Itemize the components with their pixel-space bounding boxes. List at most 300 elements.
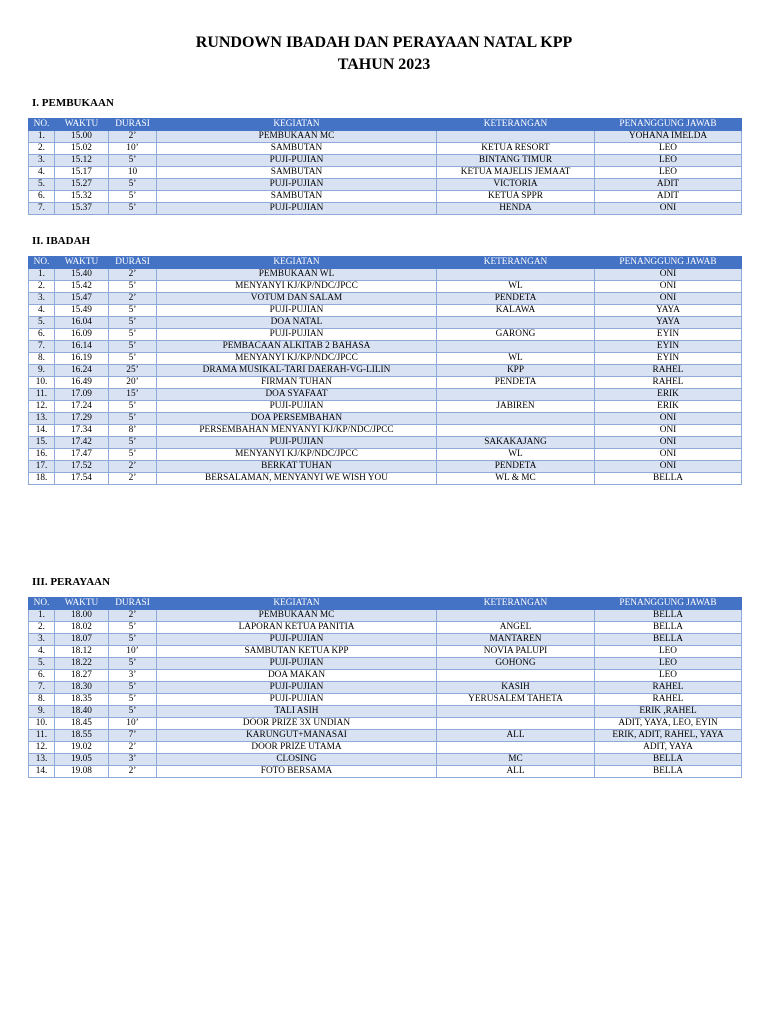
cell-keterangan: PENDETA — [437, 293, 595, 305]
cell-no: 9. — [29, 706, 55, 718]
cell-durasi: 5’ — [109, 706, 157, 718]
cell-penanggung-jawab: RAHEL — [595, 365, 742, 377]
cell-durasi: 5’ — [109, 281, 157, 293]
cell-durasi: 8’ — [109, 425, 157, 437]
cell-waktu: 18.00 — [55, 610, 109, 622]
cell-kegiatan: DOA SYAFAAT — [157, 389, 437, 401]
header-waktu: WAKTU — [55, 598, 109, 610]
table-row — [29, 203, 742, 215]
cell-durasi: 7’ — [109, 730, 157, 742]
table-row — [29, 437, 742, 449]
cell-waktu: 18.27 — [55, 670, 109, 682]
cell-waktu: 15.42 — [55, 281, 109, 293]
cell-no: 4. — [29, 305, 55, 317]
cell-durasi: 15’ — [109, 389, 157, 401]
cell-keterangan: ALL — [437, 766, 595, 778]
cell-durasi: 5’ — [109, 317, 157, 329]
cell-no: 5. — [29, 658, 55, 670]
cell-penanggung-jawab: YAYA — [595, 317, 742, 329]
cell-no: 13. — [29, 413, 55, 425]
cell-waktu: 18.40 — [55, 706, 109, 718]
cell-durasi: 5’ — [109, 682, 157, 694]
cell-no: 8. — [29, 694, 55, 706]
cell-penanggung-jawab: RAHEL — [595, 377, 742, 389]
table-row — [29, 473, 742, 485]
cell-no: 6. — [29, 329, 55, 341]
cell-durasi: 10 — [109, 167, 157, 179]
cell-penanggung-jawab: ADIT, YAYA, LEO, EYIN — [595, 718, 742, 730]
cell-durasi: 5’ — [109, 191, 157, 203]
cell-no: 11. — [29, 730, 55, 742]
cell-kegiatan: PUJI-PUJIAN — [157, 155, 437, 167]
cell-no: 12. — [29, 742, 55, 754]
cell-keterangan: KETUA RESORT — [437, 143, 595, 155]
cell-penanggung-jawab: BELLA — [595, 473, 742, 485]
cell-no: 16. — [29, 449, 55, 461]
cell-penanggung-jawab: ERIK ,RAHEL — [595, 706, 742, 718]
cell-penanggung-jawab: EYIN — [595, 329, 742, 341]
cell-penanggung-jawab: BELLA — [595, 634, 742, 646]
section-heading-perayaan: III. PERAYAAN — [32, 576, 111, 588]
cell-durasi: 2’ — [109, 293, 157, 305]
table-row — [29, 730, 742, 742]
cell-keterangan — [437, 131, 595, 143]
table-row — [29, 281, 742, 293]
cell-no: 18. — [29, 473, 55, 485]
cell-durasi: 10’ — [109, 718, 157, 730]
cell-no: 6. — [29, 670, 55, 682]
cell-keterangan: KALAWA — [437, 305, 595, 317]
cell-waktu: 19.05 — [55, 754, 109, 766]
cell-keterangan: JABIREN — [437, 401, 595, 413]
cell-keterangan — [437, 341, 595, 353]
cell-kegiatan: SAMBUTAN KETUA KPP — [157, 646, 437, 658]
cell-penanggung-jawab: ONI — [595, 437, 742, 449]
cell-no: 2. — [29, 281, 55, 293]
table-row — [29, 425, 742, 437]
cell-durasi: 5’ — [109, 622, 157, 634]
cell-durasi: 3’ — [109, 754, 157, 766]
section-heading-pembukaan: I. PEMBUKAAN — [32, 97, 114, 109]
cell-kegiatan: SAMBUTAN — [157, 143, 437, 155]
cell-kegiatan: CLOSING — [157, 754, 437, 766]
cell-kegiatan: DOA PERSEMBAHAN — [157, 413, 437, 425]
cell-keterangan: MC — [437, 754, 595, 766]
cell-penanggung-jawab: ADIT — [595, 179, 742, 191]
cell-kegiatan: BERSALAMAN, MENYANYI WE WISH YOU — [157, 473, 437, 485]
cell-kegiatan: PEMBUKAAN WL — [157, 269, 437, 281]
cell-keterangan: YERUSALEM TAHETA — [437, 694, 595, 706]
header-waktu: WAKTU — [55, 119, 109, 131]
cell-waktu: 18.02 — [55, 622, 109, 634]
cell-kegiatan: PUJI-PUJIAN — [157, 305, 437, 317]
cell-keterangan — [437, 317, 595, 329]
cell-durasi: 2’ — [109, 742, 157, 754]
cell-kegiatan: TALI ASIH — [157, 706, 437, 718]
cell-penanggung-jawab: BELLA — [595, 622, 742, 634]
cell-penanggung-jawab: LEO — [595, 143, 742, 155]
cell-penanggung-jawab: BELLA — [595, 610, 742, 622]
cell-no: 11. — [29, 389, 55, 401]
header-no: NO. — [29, 257, 55, 269]
cell-penanggung-jawab: LEO — [595, 167, 742, 179]
cell-keterangan: NOVIA PALUPI — [437, 646, 595, 658]
cell-no: 12. — [29, 401, 55, 413]
cell-no: 15. — [29, 437, 55, 449]
cell-no: 1. — [29, 131, 55, 143]
cell-waktu: 17.47 — [55, 449, 109, 461]
cell-no: 6. — [29, 191, 55, 203]
header-keterangan: KETERANGAN — [437, 119, 595, 131]
table-row — [29, 401, 742, 413]
cell-durasi: 5’ — [109, 437, 157, 449]
cell-durasi: 2’ — [109, 766, 157, 778]
cell-keterangan: GOHONG — [437, 658, 595, 670]
cell-kegiatan: DOOR PRIZE UTAMA — [157, 742, 437, 754]
cell-keterangan: PENDETA — [437, 377, 595, 389]
header-penanggung-jawab: PENANGGUNG JAWAB — [595, 119, 742, 131]
cell-kegiatan: KARUNGUT+MANASAI — [157, 730, 437, 742]
cell-durasi: 2’ — [109, 610, 157, 622]
cell-waktu: 18.22 — [55, 658, 109, 670]
cell-keterangan: WL & MC — [437, 473, 595, 485]
cell-keterangan — [437, 610, 595, 622]
cell-no: 14. — [29, 766, 55, 778]
cell-penanggung-jawab: ADIT, YAYA — [595, 742, 742, 754]
header-keterangan: KETERANGAN — [437, 598, 595, 610]
header-no: NO. — [29, 119, 55, 131]
cell-durasi: 5’ — [109, 341, 157, 353]
cell-waktu: 16.19 — [55, 353, 109, 365]
cell-durasi: 2’ — [109, 269, 157, 281]
document-subtitle: TAHUN 2023 — [337, 56, 431, 73]
cell-keterangan — [437, 389, 595, 401]
cell-keterangan: PENDETA — [437, 461, 595, 473]
table-row — [29, 610, 742, 622]
cell-penanggung-jawab: YAYA — [595, 305, 742, 317]
cell-penanggung-jawab: ERIK — [595, 389, 742, 401]
cell-keterangan: WL — [437, 449, 595, 461]
cell-keterangan: KASIH — [437, 682, 595, 694]
cell-no: 4. — [29, 646, 55, 658]
header-durasi: DURASI — [109, 119, 157, 131]
cell-waktu: 18.30 — [55, 682, 109, 694]
cell-no: 9. — [29, 365, 55, 377]
table-row — [29, 754, 742, 766]
cell-penanggung-jawab: LEO — [595, 155, 742, 167]
cell-keterangan — [437, 670, 595, 682]
cell-keterangan — [437, 413, 595, 425]
cell-kegiatan: FIRMAN TUHAN — [157, 377, 437, 389]
header-penanggung-jawab: PENANGGUNG JAWAB — [595, 257, 742, 269]
cell-keterangan — [437, 425, 595, 437]
cell-waktu: 15.32 — [55, 191, 109, 203]
cell-waktu: 15.02 — [55, 143, 109, 155]
cell-no: 7. — [29, 203, 55, 215]
table-row — [29, 694, 742, 706]
table-header-row — [29, 598, 742, 610]
table-row — [29, 449, 742, 461]
header-waktu: WAKTU — [55, 257, 109, 269]
table-row — [29, 353, 742, 365]
cell-keterangan — [437, 269, 595, 281]
table-row — [29, 341, 742, 353]
cell-waktu: 15.37 — [55, 203, 109, 215]
table-header-row — [29, 257, 742, 269]
cell-waktu: 16.49 — [55, 377, 109, 389]
cell-durasi: 5’ — [109, 413, 157, 425]
cell-waktu: 17.52 — [55, 461, 109, 473]
cell-keterangan: SAKAKAJANG — [437, 437, 595, 449]
cell-penanggung-jawab: ONI — [595, 449, 742, 461]
table-row — [29, 143, 742, 155]
table-row — [29, 658, 742, 670]
cell-durasi: 3’ — [109, 670, 157, 682]
cell-no: 3. — [29, 293, 55, 305]
table-row — [29, 155, 742, 167]
table-row — [29, 377, 742, 389]
cell-waktu: 18.35 — [55, 694, 109, 706]
cell-kegiatan: MENYANYI KJ/KP/NDC/JPCC — [157, 353, 437, 365]
cell-kegiatan: PEMBACAAN ALKITAB 2 BAHASA — [157, 341, 437, 353]
cell-waktu: 15.27 — [55, 179, 109, 191]
cell-durasi: 5’ — [109, 449, 157, 461]
table-perayaan — [28, 597, 742, 778]
cell-kegiatan: DRAMA MUSIKAL-TARI DAERAH-VG-LILIN — [157, 365, 437, 377]
table-row — [29, 293, 742, 305]
cell-penanggung-jawab: ADIT — [595, 191, 742, 203]
header-no: NO. — [29, 598, 55, 610]
cell-waktu: 15.00 — [55, 131, 109, 143]
table-row — [29, 191, 742, 203]
cell-waktu: 17.29 — [55, 413, 109, 425]
cell-waktu: 15.12 — [55, 155, 109, 167]
cell-keterangan: KPP — [437, 365, 595, 377]
cell-kegiatan: PUJI-PUJIAN — [157, 401, 437, 413]
cell-kegiatan: SAMBUTAN — [157, 167, 437, 179]
cell-no: 5. — [29, 179, 55, 191]
table-header-row — [29, 119, 742, 131]
table-row — [29, 742, 742, 754]
cell-durasi: 2’ — [109, 461, 157, 473]
header-kegiatan: KEGIATAN — [157, 598, 437, 610]
table-row — [29, 646, 742, 658]
cell-penanggung-jawab: ERIK, ADIT, RAHEL, YAYA — [595, 730, 742, 742]
cell-kegiatan: PUJI-PUJIAN — [157, 329, 437, 341]
cell-waktu: 15.47 — [55, 293, 109, 305]
cell-keterangan: WL — [437, 353, 595, 365]
cell-keterangan: VICTORIA — [437, 179, 595, 191]
table-row — [29, 317, 742, 329]
cell-waktu: 15.40 — [55, 269, 109, 281]
cell-keterangan: WL — [437, 281, 595, 293]
cell-kegiatan: PUJI-PUJIAN — [157, 203, 437, 215]
cell-durasi: 5’ — [109, 401, 157, 413]
cell-durasi: 10’ — [109, 143, 157, 155]
cell-keterangan — [437, 742, 595, 754]
table-pembukaan — [28, 118, 742, 215]
cell-penanggung-jawab: RAHEL — [595, 694, 742, 706]
cell-durasi: 5’ — [109, 203, 157, 215]
cell-keterangan: BINTANG TIMUR — [437, 155, 595, 167]
table-row — [29, 179, 742, 191]
cell-waktu: 17.34 — [55, 425, 109, 437]
cell-penanggung-jawab: ONI — [595, 413, 742, 425]
cell-kegiatan: MENYANYI KJ/KP/NDC/JPCC — [157, 449, 437, 461]
table-row — [29, 706, 742, 718]
table-ibadah — [28, 256, 742, 485]
cell-waktu: 17.54 — [55, 473, 109, 485]
table-row — [29, 269, 742, 281]
cell-kegiatan: PUJI-PUJIAN — [157, 179, 437, 191]
cell-keterangan — [437, 718, 595, 730]
cell-durasi: 25’ — [109, 365, 157, 377]
cell-waktu: 18.07 — [55, 634, 109, 646]
cell-kegiatan: VOTUM DAN SALAM — [157, 293, 437, 305]
cell-kegiatan: PUJI-PUJIAN — [157, 658, 437, 670]
cell-penanggung-jawab: ERIK — [595, 401, 742, 413]
table-row — [29, 766, 742, 778]
cell-penanggung-jawab: YOHANA IMELDA — [595, 131, 742, 143]
table-row — [29, 634, 742, 646]
cell-penanggung-jawab: ONI — [595, 203, 742, 215]
cell-no: 3. — [29, 634, 55, 646]
cell-durasi: 20’ — [109, 377, 157, 389]
cell-keterangan: MANTAREN — [437, 634, 595, 646]
header-kegiatan: KEGIATAN — [157, 257, 437, 269]
cell-no: 14. — [29, 425, 55, 437]
cell-kegiatan: DOA MAKAN — [157, 670, 437, 682]
cell-kegiatan: MENYANYI KJ/KP/NDC/JPCC — [157, 281, 437, 293]
cell-no: 7. — [29, 682, 55, 694]
cell-durasi: 5’ — [109, 179, 157, 191]
header-durasi: DURASI — [109, 598, 157, 610]
cell-kegiatan: PERSEMBAHAN MENYANYI KJ/KP/NDC/JPCC — [157, 425, 437, 437]
cell-kegiatan: PEMBUKAAN MC — [157, 131, 437, 143]
cell-penanggung-jawab: ONI — [595, 461, 742, 473]
header-penanggung-jawab: PENANGGUNG JAWAB — [595, 598, 742, 610]
cell-kegiatan: DOA NATAL — [157, 317, 437, 329]
cell-no: 1. — [29, 269, 55, 281]
cell-penanggung-jawab: EYIN — [595, 353, 742, 365]
cell-waktu: 15.17 — [55, 167, 109, 179]
cell-waktu: 16.24 — [55, 365, 109, 377]
table-row — [29, 682, 742, 694]
table-row — [29, 167, 742, 179]
cell-durasi: 5’ — [109, 634, 157, 646]
cell-kegiatan: PUJI-PUJIAN — [157, 437, 437, 449]
table-row — [29, 131, 742, 143]
table-row — [29, 622, 742, 634]
cell-penanggung-jawab: EYIN — [595, 341, 742, 353]
cell-no: 10. — [29, 377, 55, 389]
cell-no: 8. — [29, 353, 55, 365]
table-row — [29, 461, 742, 473]
cell-penanggung-jawab: ONI — [595, 293, 742, 305]
cell-no: 2. — [29, 143, 55, 155]
cell-penanggung-jawab: ONI — [595, 269, 742, 281]
table-row — [29, 670, 742, 682]
cell-keterangan: KETUA SPPR — [437, 191, 595, 203]
cell-no: 7. — [29, 341, 55, 353]
cell-keterangan: ANGEL — [437, 622, 595, 634]
cell-kegiatan: BERKAT TUHAN — [157, 461, 437, 473]
header-kegiatan: KEGIATAN — [157, 119, 437, 131]
cell-durasi: 5’ — [109, 694, 157, 706]
header-keterangan: KETERANGAN — [437, 257, 595, 269]
cell-keterangan: KETUA MAJELIS JEMAAT — [437, 167, 595, 179]
cell-no: 4. — [29, 167, 55, 179]
cell-durasi: 10’ — [109, 646, 157, 658]
cell-no: 2. — [29, 622, 55, 634]
cell-kegiatan: LAPORAN KETUA PANITIA — [157, 622, 437, 634]
cell-kegiatan: PUJI-PUJIAN — [157, 634, 437, 646]
cell-waktu: 18.45 — [55, 718, 109, 730]
cell-waktu: 19.08 — [55, 766, 109, 778]
cell-waktu: 15.49 — [55, 305, 109, 317]
cell-durasi: 2’ — [109, 473, 157, 485]
cell-waktu: 17.09 — [55, 389, 109, 401]
cell-penanggung-jawab: LEO — [595, 670, 742, 682]
cell-penanggung-jawab: RAHEL — [595, 682, 742, 694]
cell-durasi: 5’ — [109, 305, 157, 317]
cell-penanggung-jawab: ONI — [595, 281, 742, 293]
cell-waktu: 16.04 — [55, 317, 109, 329]
cell-durasi: 5’ — [109, 329, 157, 341]
table-row — [29, 389, 742, 401]
cell-waktu: 17.42 — [55, 437, 109, 449]
cell-keterangan: GARONG — [437, 329, 595, 341]
table-row — [29, 329, 742, 341]
cell-penanggung-jawab: LEO — [595, 658, 742, 670]
cell-waktu: 16.09 — [55, 329, 109, 341]
section-heading-ibadah: II. IBADAH — [32, 235, 91, 247]
cell-no: 3. — [29, 155, 55, 167]
cell-waktu: 16.14 — [55, 341, 109, 353]
cell-durasi: 5’ — [109, 353, 157, 365]
cell-no: 5. — [29, 317, 55, 329]
cell-kegiatan: FOTO BERSAMA — [157, 766, 437, 778]
table-row — [29, 305, 742, 317]
cell-waktu: 18.12 — [55, 646, 109, 658]
cell-penanggung-jawab: BELLA — [595, 766, 742, 778]
cell-waktu: 19.02 — [55, 742, 109, 754]
cell-no: 17. — [29, 461, 55, 473]
cell-penanggung-jawab: ONI — [595, 425, 742, 437]
cell-durasi: 5’ — [109, 658, 157, 670]
cell-durasi: 5’ — [109, 155, 157, 167]
header-durasi: DURASI — [109, 257, 157, 269]
cell-penanggung-jawab: LEO — [595, 646, 742, 658]
table-row — [29, 718, 742, 730]
cell-durasi: 2’ — [109, 131, 157, 143]
cell-no: 10. — [29, 718, 55, 730]
cell-kegiatan: PUJI-PUJIAN — [157, 694, 437, 706]
cell-waktu: 18.55 — [55, 730, 109, 742]
cell-keterangan: ALL — [437, 730, 595, 742]
cell-waktu: 17.24 — [55, 401, 109, 413]
cell-penanggung-jawab: BELLA — [595, 754, 742, 766]
table-row — [29, 365, 742, 377]
cell-keterangan — [437, 706, 595, 718]
cell-no: 13. — [29, 754, 55, 766]
cell-kegiatan: SAMBUTAN — [157, 191, 437, 203]
cell-kegiatan: PUJI-PUJIAN — [157, 682, 437, 694]
table-row — [29, 413, 742, 425]
cell-no: 1. — [29, 610, 55, 622]
cell-kegiatan: DOOR PRIZE 3X UNDIAN — [157, 718, 437, 730]
cell-kegiatan: PEMBUKAAN MC — [157, 610, 437, 622]
